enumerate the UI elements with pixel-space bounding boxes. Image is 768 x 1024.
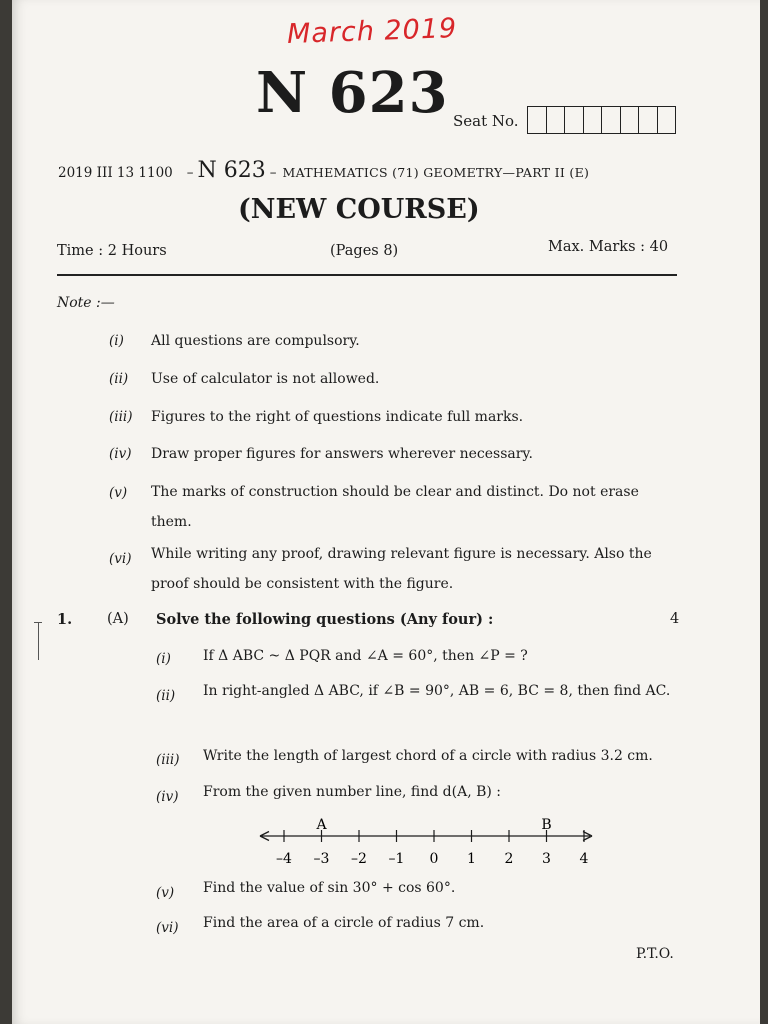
number-line-tick-label: 0 bbox=[429, 851, 439, 867]
seat-box bbox=[565, 107, 584, 133]
time-allowed: Time : 2 Hours bbox=[57, 243, 167, 259]
course-title: (NEW COURSE) bbox=[238, 194, 480, 225]
number-line-tick-label: 1 bbox=[467, 851, 476, 867]
question-part: (A) bbox=[107, 611, 129, 627]
number-line-tick-label: –2 bbox=[351, 851, 367, 867]
seat-box bbox=[602, 107, 621, 133]
note-number: (ii) bbox=[109, 371, 129, 387]
seat-box bbox=[639, 107, 658, 133]
question-number: 1. bbox=[57, 611, 73, 628]
note-number: (iv) bbox=[109, 446, 132, 462]
item-number: (iii) bbox=[156, 752, 180, 768]
item-text: Find the area of a circle of radius 7 cm. bbox=[203, 915, 485, 931]
number-line-tick-label: –4 bbox=[276, 851, 292, 867]
header-rule bbox=[57, 274, 677, 276]
item-text: Find the value of sin 30° + cos 60°. bbox=[203, 880, 456, 896]
item-text: If Δ ABC ~ Δ PQR and ∠A = 60°, then ∠P = ? bbox=[203, 648, 528, 664]
note-text: Use of calculator is not allowed. bbox=[151, 371, 380, 387]
item-number: (ii) bbox=[156, 688, 176, 704]
dash: – bbox=[186, 165, 194, 181]
number-line-figure bbox=[252, 810, 602, 872]
item-text: Write the length of largest chord of a circle with radius 3.2 cm. bbox=[203, 748, 653, 764]
note-number: (v) bbox=[109, 485, 128, 501]
question-title: Solve the following questions (Any four) : bbox=[156, 611, 494, 628]
seat-box bbox=[621, 107, 640, 133]
question-marks: 4 bbox=[670, 611, 680, 627]
note-number: (vi) bbox=[109, 551, 132, 567]
item-number: (i) bbox=[156, 651, 171, 667]
note-label: Note :— bbox=[57, 295, 115, 311]
item-text: In right-angled Δ ABC, if ∠B = 90°, AB = 6, BC = 8, then find AC. bbox=[203, 683, 671, 699]
subject-line: MATHEMATICS (71) GEOMETRY—PART II (E) bbox=[282, 165, 590, 180]
note-number: (i) bbox=[109, 333, 124, 349]
pen-mark bbox=[38, 622, 39, 660]
seat-box bbox=[658, 107, 676, 133]
note-text: While writing any proof, drawing relevant figure is necessary. Also the proof should be consistent with the figure. bbox=[151, 546, 652, 592]
seat-box bbox=[528, 107, 547, 133]
pen-mark bbox=[34, 622, 42, 623]
note-text: The marks of construction should be clear and distinct. Do not erase them. bbox=[151, 484, 639, 530]
note-text: Figures to the right of questions indicate full marks. bbox=[151, 409, 524, 425]
paper-code-inline: N 623 bbox=[197, 158, 266, 183]
seat-box bbox=[547, 107, 566, 133]
exam-code-line bbox=[58, 158, 589, 183]
item-number: (vi) bbox=[156, 920, 179, 936]
number-line-tick-label: 2 bbox=[504, 851, 514, 867]
note-number: (iii) bbox=[109, 409, 133, 425]
seat-number-boxes bbox=[527, 106, 676, 134]
handwritten-date: March 2019 bbox=[286, 13, 458, 50]
item-text: From the given number line, find d(A, B) : bbox=[203, 784, 502, 800]
item-number: (v) bbox=[156, 885, 175, 901]
item-number: (iv) bbox=[156, 789, 179, 805]
paper-code: N 623 bbox=[256, 60, 449, 126]
page-count: (Pages 8) bbox=[330, 243, 399, 259]
number-line-tick-label: 3 bbox=[542, 851, 551, 867]
point-b-label: B bbox=[541, 817, 552, 833]
point-a-label: A bbox=[316, 817, 327, 833]
number-line-tick-label: 4 bbox=[579, 851, 589, 867]
seat-box bbox=[584, 107, 603, 133]
dash: – bbox=[269, 165, 277, 181]
max-marks: Max. Marks : 40 bbox=[548, 239, 669, 255]
exam-paper bbox=[12, 0, 760, 1024]
seat-label: Seat No. bbox=[453, 112, 519, 130]
note-text: Draw proper figures for answers wherever necessary. bbox=[151, 446, 533, 462]
session-code: 2019 III 13 1100 bbox=[58, 165, 173, 181]
note-text: All questions are compulsory. bbox=[151, 333, 360, 349]
number-line-tick-label: –3 bbox=[313, 851, 330, 867]
number-line-tick-label: –1 bbox=[388, 851, 405, 867]
please-turn-over: P.T.O. bbox=[636, 946, 674, 962]
